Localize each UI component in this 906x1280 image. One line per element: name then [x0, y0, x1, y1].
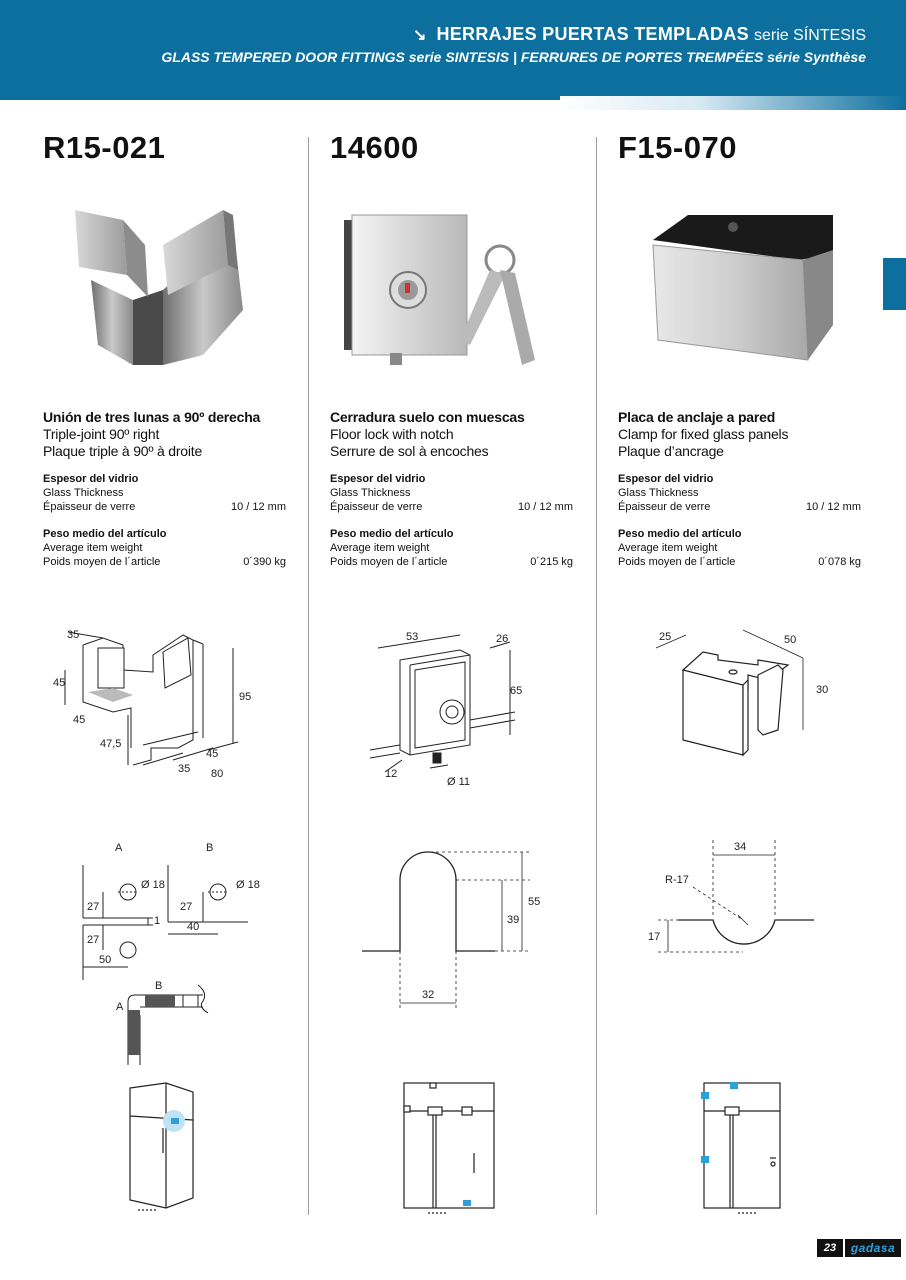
spec-glass-thickness: Espesor del vidrio Glass Thickness Épaisseur de verre 10 / 12 mm [618, 473, 861, 513]
svg-text:B: B [155, 980, 163, 992]
svg-text:25: 25 [659, 631, 672, 643]
header-subtitle: GLASS TEMPERED DOOR FITTINGS serie SINTESIS | FERRURES DE PORTES TREMPÉES série Synthèse [161, 49, 866, 65]
product-name-en: Triple-joint 90º right [43, 426, 160, 442]
notch-drawing [330, 835, 575, 1035]
door-schematic [398, 1078, 508, 1218]
product-photo-floor-lock [340, 205, 560, 385]
svg-text:30: 30 [816, 684, 829, 696]
svg-text:Ø 18: Ø 18 [141, 879, 165, 891]
fitting-marker-icon [701, 1092, 709, 1099]
svg-text:45: 45 [53, 677, 66, 689]
fitting-marker-icon [171, 1118, 179, 1124]
spec-glass-thickness: Espesor del vidrio Glass Thickness Épaisseur de verre 10 / 12 mm [330, 473, 573, 513]
page-number: 23 [817, 1239, 843, 1257]
column-divider [308, 137, 309, 1215]
spec-value: 0´390 kg [243, 556, 286, 568]
svg-text:27: 27 [180, 901, 193, 913]
svg-text:26: 26 [496, 633, 509, 645]
svg-text:32: 32 [422, 989, 435, 1001]
section-tab [883, 258, 906, 310]
svg-text:39: 39 [507, 914, 520, 926]
arrow-down-right-icon: ↘ [413, 27, 427, 44]
product-photo-wall-clamp [628, 205, 848, 385]
fitting-marker-icon [463, 1200, 471, 1206]
fitting-marker-icon [701, 1156, 709, 1163]
product-name-en: Floor lock with notch [330, 426, 454, 442]
product-photo-triple-joint [53, 205, 273, 385]
door-schematic [698, 1078, 808, 1218]
svg-text:47,5: 47,5 [100, 738, 122, 750]
svg-text:55: 55 [528, 896, 541, 908]
header-title: HERRAJES PUERTAS TEMPLADAS [436, 24, 749, 44]
svg-text:B: B [206, 842, 214, 854]
product-name-fr: Plaque triple à 90º à droite [43, 443, 203, 459]
product-code: R15-021 [43, 130, 166, 165]
dimension-drawing [43, 620, 288, 790]
dimension-drawing [618, 620, 863, 790]
svg-text:27: 27 [87, 901, 100, 913]
svg-text:R-17: R-17 [665, 874, 689, 886]
spec-value: 10 / 12 mm [805, 501, 861, 513]
fitting-marker-icon [730, 1082, 738, 1089]
dimension-drawing [330, 620, 575, 790]
svg-text:27: 27 [87, 934, 100, 946]
svg-text:45: 45 [73, 714, 86, 726]
svg-text:34: 34 [734, 841, 747, 853]
svg-text:80: 80 [211, 768, 224, 780]
column-divider [596, 137, 597, 1215]
svg-text:Ø 11: Ø 11 [447, 776, 471, 788]
svg-text:50: 50 [784, 634, 797, 646]
product-code: 14600 [330, 130, 419, 165]
product-name-es: Cerradura suelo con muescas [330, 409, 525, 425]
svg-text:A: A [115, 842, 123, 854]
product-column-r15-021 [43, 130, 288, 1220]
notch-drawing [618, 835, 863, 1035]
svg-text:65: 65 [510, 685, 523, 697]
product-name-en: Clamp for fixed glass panels [618, 426, 789, 442]
spec-value: 0´215 kg [530, 556, 573, 568]
svg-text:40: 40 [187, 921, 200, 933]
spec-value: 10 / 12 mm [230, 501, 286, 513]
spec-weight: Peso medio del artículo Average item weight Poids moyen de l´article 0´078 kg [618, 528, 861, 568]
hole-layout-drawing [43, 835, 288, 1075]
svg-text:35: 35 [178, 763, 191, 775]
product-name-fr: Serrure de sol à encoches [330, 443, 489, 459]
svg-text:45: 45 [206, 748, 219, 760]
header-series: serie SÍNTESIS [753, 27, 866, 44]
spec-glass-thickness: Espesor del vidrio Glass Thickness Épaisseur de verre 10 / 12 mm [43, 473, 286, 513]
svg-text:1: 1 [154, 915, 161, 927]
svg-text:35: 35 [67, 629, 80, 641]
brand-logo: gadasa [845, 1239, 901, 1257]
product-name-fr: Plaque d’ancrage [618, 443, 724, 459]
header-fade-strip [560, 96, 906, 110]
spec-weight: Peso medio del artículo Average item weight Poids moyen de l´article 0´390 kg [43, 528, 286, 568]
product-code: F15-070 [618, 130, 737, 165]
svg-text:50: 50 [99, 954, 112, 966]
product-name-es: Unión de tres lunas a 90º derecha [43, 409, 261, 425]
product-column-14600 [330, 130, 575, 1220]
product-name-es: Placa de anclaje a pared [618, 409, 776, 425]
svg-text:95: 95 [239, 691, 252, 703]
door-schematic [118, 1078, 228, 1218]
spec-weight: Peso medio del artículo Average item weight Poids moyen de l´article 0´215 kg [330, 528, 573, 568]
svg-text:A: A [116, 1001, 124, 1013]
spec-value: 10 / 12 mm [517, 501, 573, 513]
svg-text:12: 12 [385, 768, 398, 780]
svg-text:53: 53 [406, 631, 419, 643]
svg-text:17: 17 [648, 931, 661, 943]
spec-value: 0´078 kg [818, 556, 861, 568]
header-title-line [413, 24, 866, 45]
svg-text:Ø 18: Ø 18 [236, 879, 260, 891]
header-band [0, 0, 906, 100]
product-column-f15-070 [618, 130, 863, 1220]
